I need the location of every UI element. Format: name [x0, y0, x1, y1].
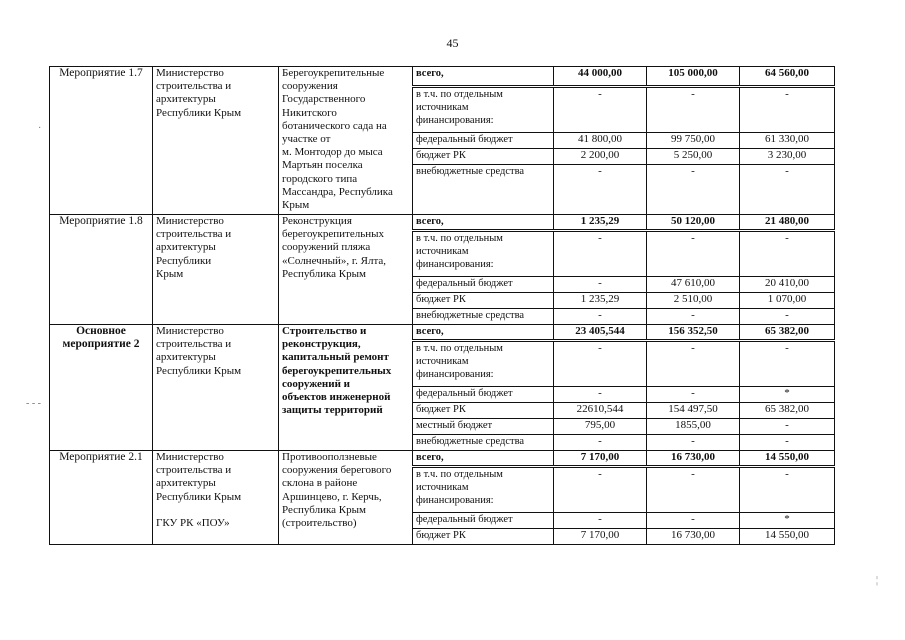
amount-cell: -	[647, 387, 740, 403]
amount-cell: -	[647, 87, 740, 133]
amount-cell: 2 200,00	[554, 149, 647, 165]
amount-cell: -	[554, 309, 647, 325]
source-cell: в т.ч. по отдельным источникам финансирования:	[413, 341, 554, 387]
source-cell: федеральный бюджет	[413, 133, 554, 149]
amount-cell: 1855,00	[647, 419, 740, 435]
table-row	[50, 325, 835, 341]
source-cell: федеральный бюджет	[413, 277, 554, 293]
amount-cell: -	[740, 231, 835, 277]
amount-cell: -	[740, 419, 835, 435]
source-cell: внебюджетные средства	[413, 165, 554, 215]
funding-table	[49, 66, 835, 545]
amount-cell: 14 550,00	[740, 529, 835, 545]
amount-cell: 65 382,00	[740, 325, 835, 341]
amount-cell: -	[740, 435, 835, 451]
margin-mark: ·	[38, 123, 42, 134]
amount-cell: 50 120,00	[647, 215, 740, 231]
amount-cell: 47 610,00	[647, 277, 740, 293]
table-row	[50, 215, 835, 231]
amount-cell: 14 550,00	[740, 451, 835, 467]
object-cell: Реконструкция берегоукрепительных сооружений пляжа «Солнечный», г. Ялта, Республика Крым	[279, 215, 413, 325]
source-cell: в т.ч. по отдельным источникам финансирования:	[413, 467, 554, 513]
amount-cell: -	[740, 341, 835, 387]
amount-cell: -	[647, 435, 740, 451]
amount-cell: -	[554, 165, 647, 215]
amount-cell: -	[554, 341, 647, 387]
executor-cell: Министерство строительства и архитектуры Республики Крым ГКУ РК «ПОУ»	[153, 451, 279, 545]
amount-cell: -	[554, 231, 647, 277]
amount-cell: 154 497,50	[647, 403, 740, 419]
amount-cell: 105 000,00	[647, 67, 740, 87]
amount-cell: -	[554, 387, 647, 403]
amount-cell: -	[554, 277, 647, 293]
executor-cell: Министерство строительства и архитектуры Республики Крым	[153, 215, 279, 325]
source-cell: всего,	[413, 451, 554, 467]
amount-cell: -	[647, 165, 740, 215]
source-cell: в т.ч. по отдельным источникам финансирования:	[413, 231, 554, 277]
amount-cell: 16 730,00	[647, 529, 740, 545]
source-cell: всего,	[413, 325, 554, 341]
source-cell: бюджет РК	[413, 403, 554, 419]
amount-cell: 64 560,00	[740, 67, 835, 87]
table-row	[50, 451, 835, 467]
amount-cell: -	[740, 165, 835, 215]
source-cell: внебюджетные средства	[413, 309, 554, 325]
amount-cell: 16 730,00	[647, 451, 740, 467]
amount-cell: 5 250,00	[647, 149, 740, 165]
source-cell: всего,	[413, 67, 554, 87]
amount-cell: 3 230,00	[740, 149, 835, 165]
amount-cell: -	[647, 309, 740, 325]
margin-mark: - - -	[26, 398, 41, 409]
source-cell: всего,	[413, 215, 554, 231]
amount-cell: -	[647, 231, 740, 277]
object-cell: Берегоукрепительные сооружения Государственного Никитского ботанического сада на участке от м. Монтодор до мыса Мартьян поселка городского типа Массандра, Республика Крым	[279, 67, 413, 215]
source-cell: бюджет РК	[413, 149, 554, 165]
amount-cell: *	[740, 387, 835, 403]
amount-cell: 61 330,00	[740, 133, 835, 149]
source-cell: в т.ч. по отдельным источникам финансирования:	[413, 87, 554, 133]
amount-cell: -	[554, 435, 647, 451]
amount-cell: 21 480,00	[740, 215, 835, 231]
margin-mark: ¦	[876, 575, 879, 586]
table-row	[50, 67, 835, 87]
amount-cell: 22610,544	[554, 403, 647, 419]
amount-cell: -	[740, 467, 835, 513]
amount-cell: -	[647, 341, 740, 387]
amount-cell: 7 170,00	[554, 529, 647, 545]
event-cell: Основное мероприятие 2	[50, 325, 153, 451]
amount-cell: 1 235,29	[554, 293, 647, 309]
amount-cell: 7 170,00	[554, 451, 647, 467]
amount-cell: 156 352,50	[647, 325, 740, 341]
source-cell: местный бюджет	[413, 419, 554, 435]
object-cell: Строительство и реконструкция, капитальный ремонт берегоукрепительных сооружений и объектов инженерной защиты территорий	[279, 325, 413, 451]
amount-cell: 795,00	[554, 419, 647, 435]
source-cell: федеральный бюджет	[413, 387, 554, 403]
source-cell: бюджет РК	[413, 529, 554, 545]
amount-cell: -	[740, 87, 835, 133]
amount-cell: -	[554, 467, 647, 513]
amount-cell: 44 000,00	[554, 67, 647, 87]
executor-cell: Министерство строительства и архитектуры Республики Крым	[153, 325, 279, 451]
amount-cell: 1 070,00	[740, 293, 835, 309]
amount-cell: *	[740, 513, 835, 529]
amount-cell: -	[647, 467, 740, 513]
amount-cell: 20 410,00	[740, 277, 835, 293]
amount-cell: 23 405,544	[554, 325, 647, 341]
amount-cell: 65 382,00	[740, 403, 835, 419]
source-cell: федеральный бюджет	[413, 513, 554, 529]
source-cell: внебюджетные средства	[413, 435, 554, 451]
amount-cell: 99 750,00	[647, 133, 740, 149]
source-cell: бюджет РК	[413, 293, 554, 309]
amount-cell: -	[554, 513, 647, 529]
event-cell: Мероприятие 1.7	[50, 67, 153, 215]
amount-cell: -	[740, 309, 835, 325]
amount-cell: -	[647, 513, 740, 529]
page-number: 45	[446, 36, 459, 50]
executor-cell: Министерство строительства и архитектуры Республики Крым	[153, 67, 279, 215]
amount-cell: 2 510,00	[647, 293, 740, 309]
event-cell: Мероприятие 2.1	[50, 451, 153, 545]
event-cell: Мероприятие 1.8	[50, 215, 153, 325]
amount-cell: 1 235,29	[554, 215, 647, 231]
object-cell: Противооползневые сооружения берегового склона в районе Аршинцево, г. Керчь, Республика Крым (строительство)	[279, 451, 413, 545]
amount-cell: -	[554, 87, 647, 133]
amount-cell: 41 800,00	[554, 133, 647, 149]
